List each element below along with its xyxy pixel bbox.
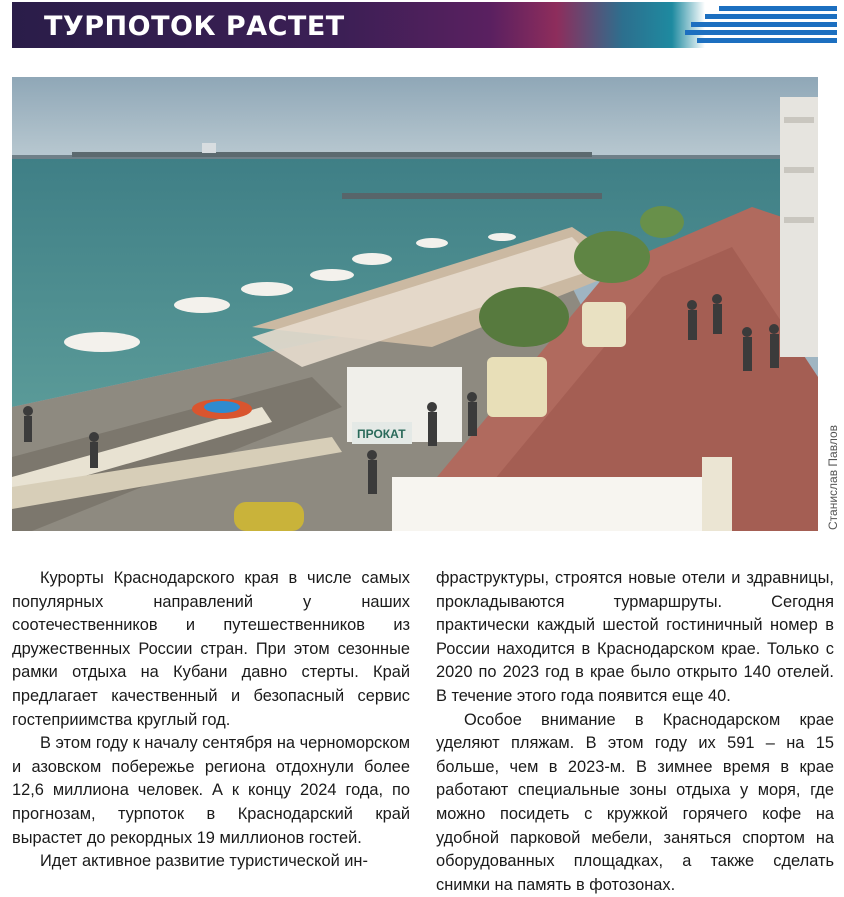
article-left-column — [12, 567, 410, 874]
stripes-decoration — [677, 2, 837, 48]
header-banner — [12, 2, 837, 48]
paragraph: Курорты Краснодарского края в числе самых популярных направлений у наших соотечественников и путешественников из дружественных России стран. При этом сезонные рамки отдыха на Кубани давно стерты. Край предлагает качественный и безопасный сервис гостеприимства круглый год. — [12, 569, 410, 729]
page-title: ТУРПОТОК РАСТЕТ — [44, 11, 345, 42]
paragraph: Идет активное развитие туристической ин- — [40, 852, 368, 871]
paragraph: фраструктуры, строятся новые отели и здравницы, прокладываются турмаршруты. Сегодня практически каждый шестой гостиничный номер в России находится в Краснодарском крае. Только с 2020 по 2023 год в крае было открыто 140 отелей. В течение этого года появится еще 40. — [436, 569, 834, 705]
article-right-column — [436, 567, 834, 897]
paragraph: В этом году к началу сентября на черноморском и азовском побережье региона отдохнули более 12,6 миллиона человек. А к концу 2024 года, по прогнозам, турпоток в Краснодарский край вырастет до рекордных 19 миллионов гостей. — [12, 734, 410, 847]
beach-promenade-photo — [12, 77, 818, 531]
kiosk-sign: ПРОКАТ — [357, 427, 406, 441]
paragraph: Особое внимание в Краснодарском крае уделяют пляжам. В этом году их 591 – на 15 больше, чем в 2023-м. В зимнее время в крае работают специальные зоны отдыха у моря, где можно посидеть с кружкой горячего кофе на удобной парковой мебели, заняться спортом на оборудованных площадках, а также сделать снимки на память в фотозонах. — [436, 710, 834, 894]
photo-credit: Станислав Павлов — [826, 425, 840, 530]
